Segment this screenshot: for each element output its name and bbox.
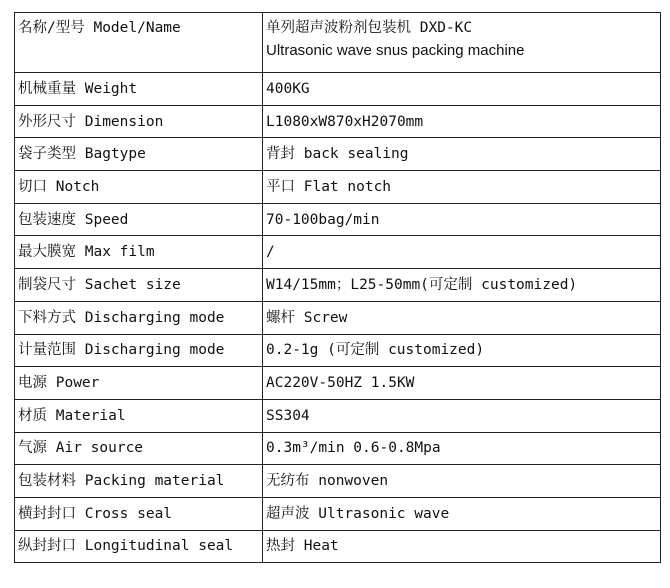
row-value: 平口 Flat notch (266, 178, 392, 195)
row-label: 最大膜宽 Max film (18, 244, 155, 261)
label-cell (15, 301, 263, 334)
table-row (15, 399, 661, 432)
label-cell (15, 334, 263, 367)
row-value: / (266, 244, 275, 261)
table-row (15, 73, 661, 106)
value-cell (263, 367, 661, 400)
row-label: 包装材料 Packing material (18, 473, 225, 490)
table-row (15, 497, 661, 530)
row-value: 70-100bag/min (266, 211, 380, 228)
value-cell (263, 203, 661, 236)
row-label: 材质 Material (18, 407, 126, 424)
value-cell (263, 399, 661, 432)
row-value: 400KG (266, 80, 310, 97)
row-label: 计量范围 Discharging mode (18, 342, 225, 359)
row-value: L1080xW870xH2070mm (266, 113, 424, 130)
label-cell (15, 73, 263, 106)
table-row (15, 530, 661, 563)
table-row-model (15, 13, 661, 73)
table-row (15, 105, 661, 138)
value-cell (263, 269, 661, 302)
row-label: 电源 Power (18, 375, 100, 392)
row-value: SS304 (266, 407, 310, 424)
table-row (15, 432, 661, 465)
row-value: 热封 Heat (266, 538, 339, 555)
row-value: 背封 back sealing (266, 146, 409, 163)
label-cell (15, 236, 263, 269)
row-value: 无纺布 nonwoven (266, 473, 389, 490)
value-cell (263, 13, 661, 73)
table-row (15, 465, 661, 498)
label-cell (15, 269, 263, 302)
value-cell (263, 465, 661, 498)
label-cell (15, 138, 263, 171)
value-cell (263, 497, 661, 530)
label-cell (15, 530, 263, 563)
table-row (15, 171, 661, 204)
table-row (15, 367, 661, 400)
label-cell (15, 497, 263, 530)
row-label: 包装速度 Speed (18, 211, 129, 228)
row-label: 袋子类型 Bagtype (18, 146, 146, 163)
label-cell (15, 465, 263, 498)
model-name-cn: 单列超声波粉剂包装机 DXD-KC (266, 20, 473, 36)
value-cell (263, 73, 661, 106)
value-cell (263, 171, 661, 204)
value-cell (263, 138, 661, 171)
value-cell (263, 301, 661, 334)
value-cell (263, 236, 661, 269)
row-value: 0.2-1g (可定制 customized) (266, 342, 485, 359)
row-label: 名称/型号 Model/Name (18, 20, 181, 36)
row-label: 下料方式 Discharging mode (18, 309, 225, 326)
table-row (15, 301, 661, 334)
label-cell (15, 367, 263, 400)
label-cell (15, 203, 263, 236)
row-value: 超声波 Ultrasonic wave (266, 505, 450, 522)
row-value: 螺杆 Screw (266, 309, 348, 326)
row-label: 纵封封口 Longitudinal seal (18, 538, 234, 555)
value-cell (263, 530, 661, 563)
spec-table (14, 12, 661, 563)
value-cell (263, 334, 661, 367)
table-row (15, 269, 661, 302)
row-value: W14/15mm；L25-50mm(可定制 customized) (266, 276, 578, 293)
label-cell (15, 399, 263, 432)
row-label: 气源 Air source (18, 440, 144, 457)
row-label: 机械重量 Weight (18, 80, 138, 97)
label-cell (15, 13, 263, 73)
value-cell (263, 432, 661, 465)
row-value: AC220V-50HZ 1.5KW (266, 375, 415, 392)
label-cell (15, 171, 263, 204)
table-row (15, 334, 661, 367)
row-label: 切口 Notch (18, 178, 100, 195)
table-row (15, 203, 661, 236)
row-label: 外形尺寸 Dimension (18, 113, 164, 130)
row-label: 制袋尺寸 Sachet size (18, 276, 181, 293)
table-row (15, 138, 661, 171)
model-name-en: Ultrasonic wave snus packing machine (266, 42, 525, 59)
label-cell (15, 432, 263, 465)
label-cell (15, 105, 263, 138)
row-label: 横封封口 Cross seal (18, 505, 173, 522)
value-cell (263, 105, 661, 138)
row-value: 0.3m³/min 0.6-0.8Mpa (266, 440, 441, 457)
table-row (15, 236, 661, 269)
